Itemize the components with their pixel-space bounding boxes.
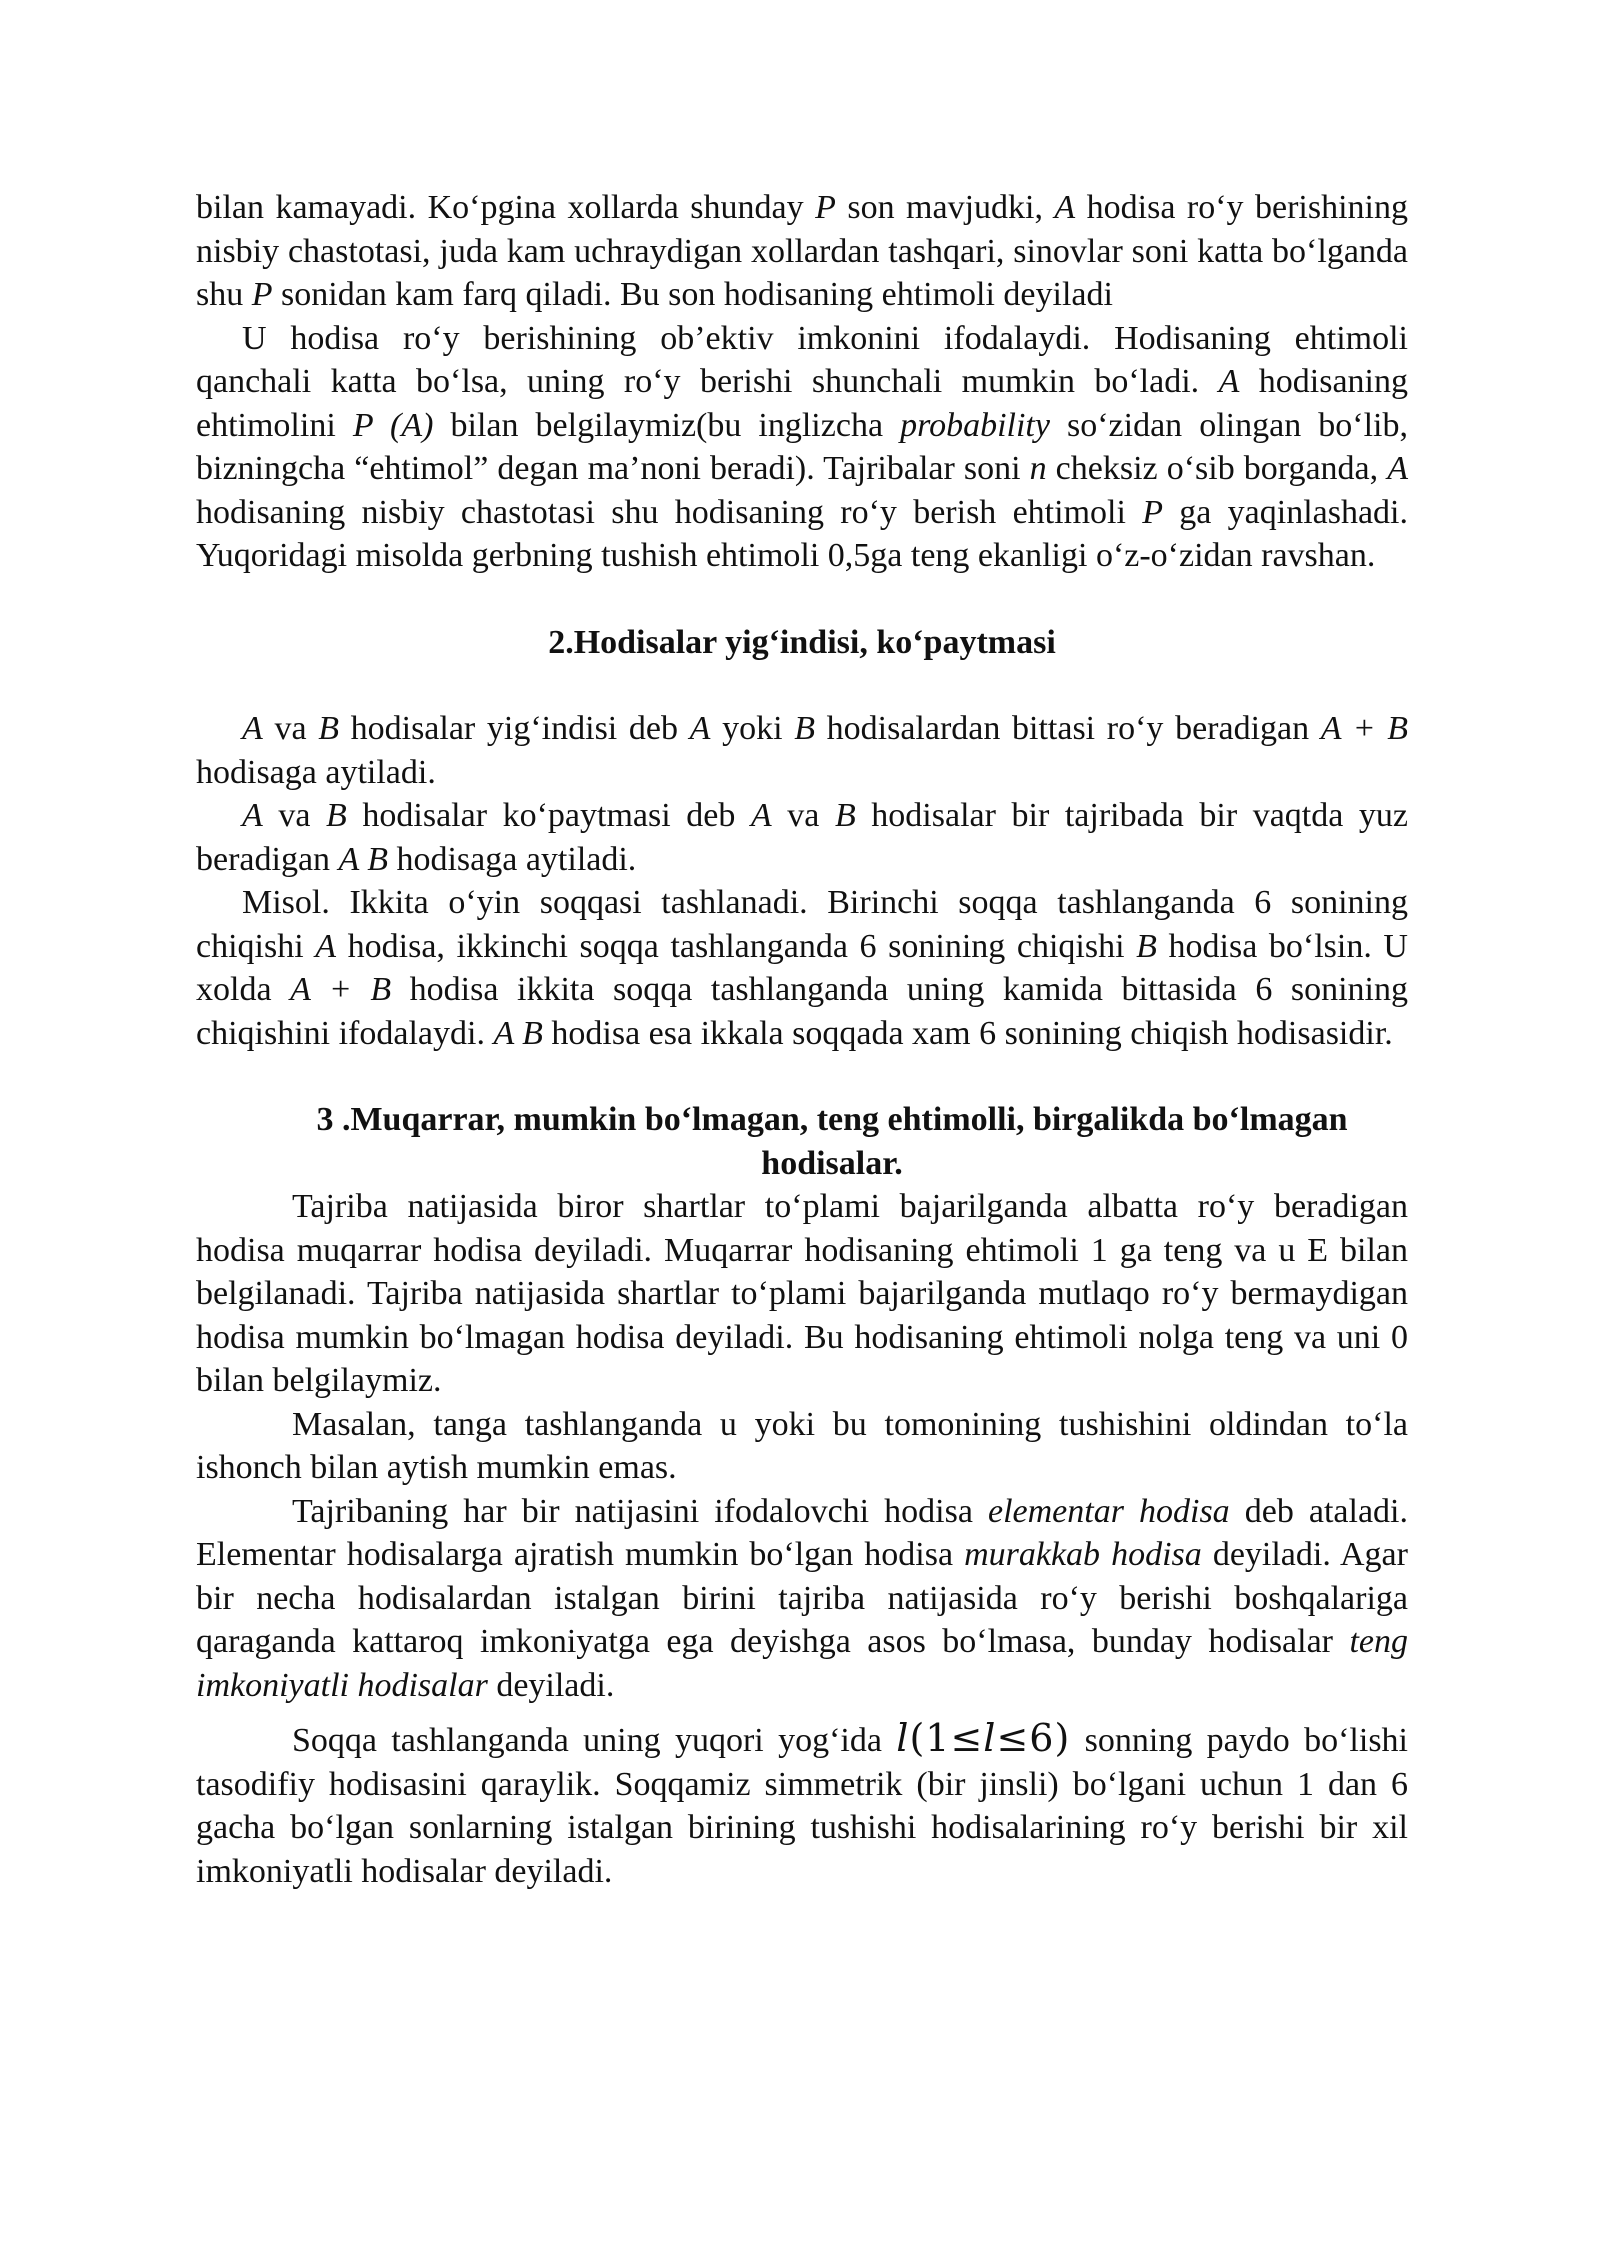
paragraph-coin-example: Masalan, tanga tashlanganda u yoki bu tomonining tushishini oldindan to‘la ishonch bilan aytish mumkin emas. [196, 1405, 1408, 1486]
paragraph-product-of-events: A va B hodisalar ko‘paytmasi deb A va B hodisalar bir tajribada bir vaqtda yuz beradigan A B hodisaga aytiladi. [196, 797, 1409, 878]
paragraph-certain-impossible: Tajriba natijasida biror shartlar to‘plami bajarilganda albatta ro‘y beradigan hodisa muqarrar hodisa deyiladi. Muqarrar hodisaning ehtimoli 1 ga teng va u E bilan belgilanadi. Tajriba natijasida shartlar to‘plami bajarilganda mutlaqo ro‘y bermaydigan hodisa mumkin bo‘lmagan hodisa deyiladi. Bu hodisaning ehtimoli nolga teng va uni 0 bilan belgilaymiz. [196, 1188, 1408, 1399]
document-page [196, 186, 1408, 1893]
paragraph-example-dice: Misol. Ikkita o‘yin soqqasi tashlanadi. Birinchi soqqa tashlanganda 6 sonining chiqishi A hodisa, ikkinchi soqqa tashlanganda 6 sonining chiqishi B hodisa bo‘lsin. U xolda A + B hodisa ikkita soqqa tashlanganda uning kamida bittasida 6 sonining chiqishini ifodalaydi. A B hodisa esa ikkala soqqada xam 6 sonining chiqish hodisasidir. [196, 884, 1408, 1052]
section-heading-3-line1: 3 .Muqarrar, mumkin bo‘lmagan, teng ehtimolli, birgalikda bo‘lmagan [316, 1101, 1348, 1138]
section-heading-2: 2.Hodisalar yig‘indisi, ko‘paytmasi [548, 623, 1056, 661]
paragraph-elementar-events: Tajribaning har bir natijasini ifodalovchi hodisa elementar hodisa deb ataladi. Elementar hodisalarga ajratish mumkin bo‘lgan hodisa murakkab hodisa deyiladi. Agar bir necha hodisalardan istalgan birini tajriba natijasida ro‘y berishi boshqalariga qaraganda kattaroq imkoniyatga ega deyishga asos bo‘lmasa, bunday hodisalar teng imkoniyatli hodisalar deyiladi. [196, 1492, 1408, 1704]
section-heading-3-line2: hodisalar. [761, 1144, 903, 1182]
paragraph-probability-meaning: U hodisa ro‘y berishining ob’ektiv imkonini ifodalaydi. Hodisaning ehtimoli qanchali katta bo‘lsa, uning ro‘y berishi shunchali mumkin bo‘ladi. A hodisaning ehtimolini P (A) bilan belgilaymiz(bu inglizcha probability so‘zidan olingan bo‘lib, bizningcha “ehtimol” degan ma’noni beradi). Tajribalar soni n cheksiz o‘sib borganda, A hodisaning nisbiy chastotasi shu hodisaning ro‘y berish ehtimoli P ga yaqinlashadi. Yuqoridagi misolda gerbning tushish ehtimoli 0,5ga teng ekanligi o‘z-o‘zidan ravshan. [196, 319, 1409, 574]
paragraph-sum-of-events: A va B hodisalar yig‘indisi deb A yoki B hodisalardan bittasi ro‘y beradigan A + B hodisaga aytiladi. [196, 710, 1409, 791]
paragraph-dice-outcomes: Soqqa tashlanganda uning yuqori yog‘ida l(1≤l≤6) sonning paydo bo‘lishi tasodifiy hodisasini qaraylik. Soqqamiz simmetrik (bir jinsli) bo‘lgani uchun 1 dan 6 gacha bo‘lgan sonlarning istalgan birining tushishi hodisalarining ro‘y berishi bir xil imkoniyatli hodisalar deyiladi. [196, 1716, 1408, 1890]
section-heading-3 [196, 1098, 1408, 1185]
math-formula: l(1≤l≤6) [896, 1716, 1071, 1760]
paragraph-probability-definition: bilan kamayadi. Ko‘pgina xollarda shunday P son mavjudki, A hodisa ro‘y berishining nisbiy chastotasi, juda kam uchraydigan xollardan tashqari, sinovlar soni katta bo‘lganda shu P sonidan kam farq qiladi. Bu son hodisaning ehtimoli deyiladi [196, 189, 1408, 313]
